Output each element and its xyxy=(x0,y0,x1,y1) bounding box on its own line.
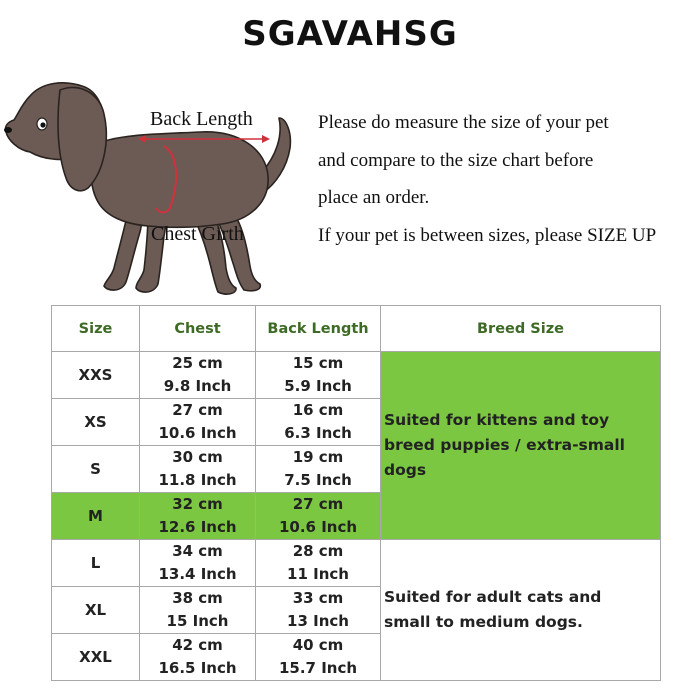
chest-cell xyxy=(140,634,256,681)
breed-line: breed puppies / extra-small xyxy=(384,436,625,454)
instruction-line: place an order. xyxy=(318,187,430,208)
chest-cm: 27 cm xyxy=(172,401,223,419)
chest-cm: 25 cm xyxy=(172,354,223,372)
chest-inch: 10.6 Inch xyxy=(158,424,237,442)
size-cell: XXS xyxy=(52,352,140,399)
chest-cell xyxy=(140,540,256,587)
back-cm: 33 cm xyxy=(292,589,344,607)
breed-line: Suited for adult cats and xyxy=(384,588,602,606)
back-cm: 16 cm xyxy=(292,401,344,419)
breed-line: dogs xyxy=(384,461,427,479)
breed-size-small xyxy=(381,352,661,540)
back-length-cell xyxy=(256,540,381,587)
breed-line: Suited for kittens and toy xyxy=(384,411,610,429)
size-cell: L xyxy=(52,540,140,587)
chest-cell xyxy=(140,587,256,634)
size-cell: M xyxy=(52,493,140,540)
back-length-cell xyxy=(256,587,381,634)
dog-nose xyxy=(4,127,12,133)
header-back-length: Back Length xyxy=(256,306,381,352)
chest-cell xyxy=(140,352,256,399)
back-inch: 15.7 Inch xyxy=(278,659,358,677)
brand-title: SGAVAHSG xyxy=(242,14,458,54)
back-inch: 7.5 Inch xyxy=(284,471,352,489)
back-length-cell xyxy=(256,446,381,493)
chest-inch: 11.8 Inch xyxy=(158,471,237,489)
back-length-cell xyxy=(256,493,381,540)
back-length-cell xyxy=(256,399,381,446)
chest-inch: 13.4 Inch xyxy=(158,565,237,583)
table-row xyxy=(52,540,661,587)
breed-size-medium xyxy=(381,540,661,681)
chest-girth-label: Chest Girth xyxy=(151,223,244,245)
measurement-instructions xyxy=(318,104,700,254)
chest-cm: 32 cm xyxy=(172,495,223,513)
chest-inch: 16.5 Inch xyxy=(158,659,237,677)
back-length-label: Back Length xyxy=(150,108,253,130)
instruction-line: Please do measure the size of your pet xyxy=(318,112,609,133)
back-cm: 28 cm xyxy=(292,542,344,560)
chest-cell xyxy=(140,446,256,493)
chest-cm: 38 cm xyxy=(172,589,223,607)
back-inch: 6.3 Inch xyxy=(284,424,352,442)
chest-cell xyxy=(140,493,256,540)
back-cm: 19 cm xyxy=(292,448,344,466)
dog-measurement-diagram xyxy=(0,68,300,308)
chest-cm: 42 cm xyxy=(172,636,223,654)
instruction-line: and compare to the size chart before xyxy=(318,149,594,171)
back-cm: 27 cm xyxy=(292,495,344,513)
size-cell: XS xyxy=(52,399,140,446)
chest-inch: 9.8 Inch xyxy=(163,377,232,395)
back-inch: 11 Inch xyxy=(287,565,349,583)
chest-cm: 30 cm xyxy=(172,448,223,466)
back-length-cell xyxy=(256,634,381,681)
instruction-line: If your pet is between sizes, please SIZE UP xyxy=(318,224,657,246)
back-cm: 15 cm xyxy=(292,354,344,372)
table-row xyxy=(52,352,661,399)
size-chart-table xyxy=(51,305,661,681)
chest-inch: 12.6 Inch xyxy=(158,518,237,536)
size-cell: XL xyxy=(52,587,140,634)
chest-cell xyxy=(140,399,256,446)
header-chest: Chest xyxy=(140,306,256,352)
back-inch: 13 Inch xyxy=(287,612,349,630)
table-header-row xyxy=(52,306,661,352)
chest-cm: 34 cm xyxy=(172,542,223,560)
back-inch: 10.6 Inch xyxy=(278,518,358,536)
back-cm: 40 cm xyxy=(292,636,344,654)
back-length-cell xyxy=(256,352,381,399)
breed-line: small to medium dogs. xyxy=(384,613,583,631)
header-size: Size xyxy=(52,306,140,352)
back-inch: 5.9 Inch xyxy=(284,377,352,395)
size-cell: XXL xyxy=(52,634,140,681)
chest-inch: 15 Inch xyxy=(166,612,229,630)
size-cell: S xyxy=(52,446,140,493)
header-breed-size: Breed Size xyxy=(381,306,661,352)
